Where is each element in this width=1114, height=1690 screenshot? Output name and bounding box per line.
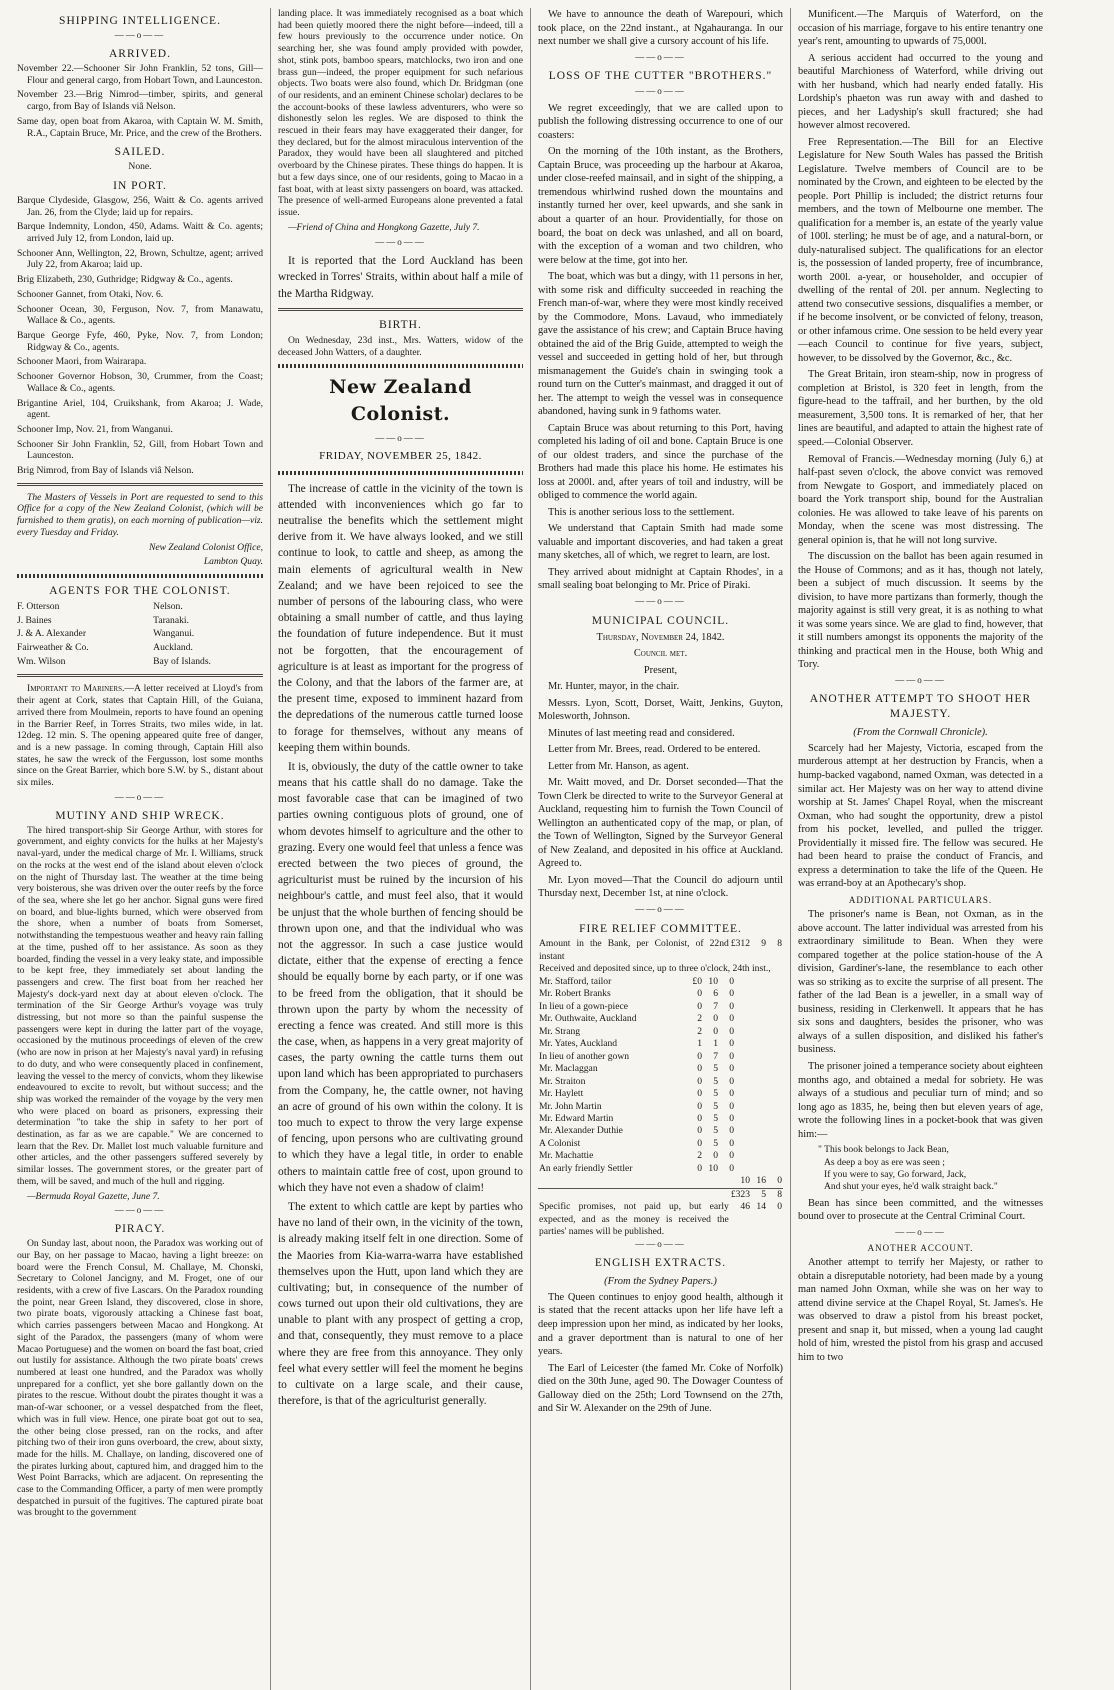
amount-d: 0 (729, 975, 734, 987)
fire-contribution-row (538, 1163, 783, 1175)
amount-l: £312 (730, 938, 750, 950)
spacer (735, 1088, 783, 1100)
auckland-wreck: It is reported that the Lord Auckland has been wrecked in Torres' Straits, within about half a mile of the Martha Ridgway. (278, 255, 523, 300)
amount-d: 0 (729, 1137, 734, 1149)
amount-s: 16 (756, 1175, 766, 1187)
sailed-title: SAILED. (114, 146, 166, 159)
amount-d: 0 (729, 1150, 734, 1162)
great-britain-item: The Great Britain, iron steam-ship, now in progress of completion at Bristol, is 320 feet in length, from the figure-head to the taffrail, and her burthen, by the old measurement, 3,500 tons. It is remarked of her, that her lines are beautiful, and adapted to attain the highest rate of speed.—Colonial Observer. (798, 369, 1043, 448)
fire-contribution-row (538, 1101, 783, 1113)
spacer (735, 1113, 783, 1125)
agents-title: AGENTS FOR THE COLONIST. (49, 584, 231, 597)
amount-s: 9 (761, 938, 766, 950)
amount-l: 0 (697, 1088, 702, 1100)
munificent-item: Munificent.—The Marquis of Waterford, on the occasion of his marriage, forgave to his entire tenantry one year's rent, amounting to upwards of 75,000l. (798, 9, 1043, 48)
in-port-item: Brigantine Ariel, 104, Cruikshank, from Akaroa; J. Wade, agent. (17, 397, 263, 421)
amount-s: 10 (708, 975, 718, 987)
fire-contribution-row (538, 1138, 783, 1150)
amount-l: 0 (697, 988, 702, 1000)
editorial-paragraph: The extent to which cattle are kept by parties who have no land of their own, in the vicinity of the town, is already making itself felt in one direction. Some of the Maories from Kia-warra-warra have established themselves upon the Hutt, upon land which they are cultivating; but, in consequence of the number of cows turned out upon their old cultivations, they are unable to plant with any prospect of getting a crop, and that, consequently, they must remove to a place where they are free from this annoyance. They only feel what every settler will feel the moment he begins to cultivate on a large scale, and their cause, therefore, is that of the agriculturist generally. (278, 1200, 523, 1408)
dateline: FRIDAY, NOVEMBER 25, 1842. (319, 450, 482, 463)
editorial-paragraph: It is, obviously, the duty of the cattle owner to take means that his cattle shall do no damage. Take the most favorable case that can be imagined of two parties owning contiguous plots of ground, one of whom devotes himself to agriculture and the other to grazing. Every one would feel that unless a fence was erected between the two pieces of ground, the agriculturist must be ruined by the incursion of his neighbour's cattle, and must feel also, that it would be unjust that the whole burthen of fencing should be thrown upon one, and that the individual who was not the aggressor. In such a case justice would dictate, either that the expense of erecting a fence should be equally borne by each party, or if one was to be freed from the obligation, that it should be thrown upon the party by whom the necessity of erecting a fence was created. And still more is this the case, when, as happens in a very great majority of cases, the party owning the cattle turns them out upon land which has been appropriated to purchasers from the Company, he, the cattle owner, not having an acre of ground of his own within the colony. It is too much to expect to throw the very large expense of fencing, upon persons who are cultivating ground to which they have a legal title, in order to enable others to maintain cattle free of cost, upon ground to which they have not even a shadow of claim! (278, 760, 523, 1194)
contributor-name: Mr. Straiton (539, 1075, 586, 1087)
mariners-head: Important to Mariners. (27, 683, 125, 695)
rule (17, 483, 263, 486)
arrived-item: November 23.—Brig Nimrod—timber, spirits, and general cargo, from Bay of Islands viâ Nelson. (17, 89, 263, 113)
fire-contribution-row (538, 988, 783, 1000)
mutiny-body: The hired transport-ship Sir George Arthur, with stores for government, and eighty convicts for the hulks at her Majesty's naval-yard, under the medical charge of Mr. I. Williams, struck on the rocks at the west end of the island about eleven o'clock on the night of Thursday last. The weather at the time being very boisterous, she was driven over the outer reefs by the force of the sea, where she let go her anchor. Signal guns were fired on board, and blue-lights burned, which were observed from the shore, when a number of boats from Somerset, notwithstanding the tempestuous weather and heavy rain falling at the time, pushed off to her assistance. As soon as they boarded, finding the vessel in a very leaky state, and impossible to be kept free, they immediately set about landing the passengers and crew. The first boat from her reached her Majesty's dock-yard next day at about eleven o'clock. The termination of the Sir George Arthur's voyage was truly distressing, but not more so than the painful suspense the passengers were kept in during the latter part of the voyage, occasioned by the mutinous proceedings of eleven of the crew (who are now in prison at her Majesty's naval yard) in refusing to do duty, and who were consequently placed in confinement, leaving the vessel to the mercy of convicts, whom they likewise endeavoured to excite to revolt, but without success; and the ship was worked the remainder of the voyage by the very men who were placed on board as prisoners, expressing their determination "to take the ship in safety to her port of destination, as far as we are capable." We are concerned to learn that the Rev. Dr. Mallet lost much valuable furniture and other articles, and the other passengers suffered severely by similar losses. The government stores, or the greater part of them, will be saved, and much of the hull and rigging. (17, 824, 263, 1187)
agent-name: F. Otterson (17, 600, 60, 612)
amount-s: 5 (713, 1125, 718, 1137)
contributor-name: An early friendly Settler (539, 1162, 633, 1174)
amount-d: 0 (729, 1125, 734, 1137)
amount-s: 0 (713, 1013, 718, 1025)
amount-l: 0 (697, 1113, 702, 1124)
amount-s: 5 (713, 1100, 718, 1112)
contributor-name: In lieu of another gown (539, 1050, 630, 1062)
mariners-notice (17, 683, 263, 788)
divider: ——o—— (114, 1205, 166, 1216)
english-paragraph: The Queen continues to enjoy good health, although it is stated that the recent attacks upon her life have left a deep impression upon her mind, as indicated by her looks, and a graver deportment than is natural to one of her years. (538, 1291, 783, 1358)
amount-s: 14 (756, 1201, 766, 1213)
cutter-paragraph: We understand that Captain Smith had made some valuable and important discoveries, and had taken a great many sketches, all of which, we regret to learn, are lost. (538, 523, 783, 562)
amount-s: 5 (713, 1063, 718, 1075)
fire-contribution-row (538, 976, 783, 988)
in-port-item: Schooner Ann, Wellington, 22, Brown, Schultze, agent; arrived July 22, from Akaroa; laid up. (17, 247, 263, 271)
divider: ——o—— (114, 791, 166, 802)
municipal-subtitle: Council met. (633, 648, 688, 660)
in-port-item: Barque Indemnity, London, 450, Adams. Waitt & Co. agents; arrived July 12, from London, laid up. (17, 221, 263, 245)
column-4 (790, 8, 1050, 1690)
municipal-item: Mr. Lyon moved—That the Council do adjourn until Thursday next, December 1st, at nine o'clock. (538, 874, 783, 900)
divider: ——o—— (635, 595, 686, 606)
municipal-title: MUNICIPAL COUNCIL. (591, 614, 730, 627)
amount-l: 0 (697, 1000, 702, 1012)
amount-l: 0 (697, 1050, 702, 1062)
agent-place: Wanganui. (153, 628, 195, 640)
ballot-item: The discussion on the ballot has been again resumed in the House of Commons; and as it has, though not lately, been a subject of much discussion. It seems by the division, to have more partizans than formerly, though the majority against is still very great, it is as nothing to what it was some years since. We are glad to find, however, that it still numbers amongst its opponents the majority of the thinking and practical men in the House, both Whig and Tory. (798, 551, 1043, 671)
amount-s: 5 (713, 1137, 718, 1149)
fire-rows-table (538, 976, 783, 1176)
amount-l: 0 (697, 1075, 702, 1087)
amount-d: 0 (729, 1013, 734, 1025)
shoot-body: Scarcely had her Majesty, Victoria, escaped from the murderous attempt at her destruction by Francis, when a hump-backed vagabond, named Oxman, was detected in a similar act. Her Majesty was on her way to attend divine worship at St. James' Chapel Royal, when the miscreant Oxman, who had sought the opportunity, drew a pistol from his pocket, levelled, and pulled the trigger. Providentially it missed fire. The fellow was secured. He had been heard to praise the conduct of Francis, and express a determination to take the life of the Queen. He was errand-boy at an Apothecary's shop. (798, 742, 1043, 890)
amount-s: 5 (713, 1075, 718, 1087)
additional-paragraph: The prisoner's name is Bean, not Oxman, as in the above account. The latter individual was arrested from his extraordinary similitude to Bean. When they were compared together at the police station-house of the A division, Gardiner's-lane, the resemblance to each other was so striking as to excite the surprise of all present. The father of the lad Bean is a jeweller, in a small way of business, residing in Clerkenwell. It appears that he has six sons and daughters, besides the prisoner, who was always of a sullen disposition, and disliked his father's business. (798, 909, 1043, 1056)
amount-l: 46 (740, 1201, 750, 1213)
fire-subtotal-row (538, 1175, 783, 1188)
amount-l: 0 (697, 1100, 702, 1112)
amount-s: 5 (713, 1088, 718, 1100)
spacer (735, 976, 783, 988)
spacer (735, 1163, 783, 1175)
amount-l: £323 (730, 1188, 750, 1200)
masters-signature: New Zealand Colonist Office, (148, 541, 263, 553)
fire-total-row (538, 1188, 783, 1201)
amount-s: 5 (761, 1188, 766, 1200)
amount-d: 0 (729, 1025, 734, 1037)
fire-promises-row (538, 1201, 783, 1238)
ornament-rule (278, 471, 523, 475)
municipal-item: Minutes of last meeting read and considered. (548, 727, 735, 739)
contributor-name: Mr. Outhwaite, Auckland (539, 1013, 637, 1025)
in-port-item: Brig Elizabeth, 230, Guthridge; Ridgway & Co., agents. (17, 274, 233, 286)
spacer (735, 1013, 783, 1025)
cutter-paragraph: Captain Bruce was about returning to this Port, having completed his lading of oil and bone. Captain Bruce is one of our oldest traders, and since the purchase of the Brothers had made this place his home. He estimates his loss at 2000l. and, after years of toil and industry, will be obliged to commence the world again. (538, 422, 783, 502)
poem-line: And shut your eyes, he'd walk straight back." (824, 1181, 998, 1193)
ornament-rule (17, 574, 263, 578)
amount-l: 0 (697, 1162, 702, 1174)
mariners-body: —A letter received at Lloyd's from their agent at Cork, states that Captain Hill, of the Guiana, arrived there from Moulmein, reports to have found an opening in the Barrier Reef, in Torres Straits, two miles wide, in lat. 12deg. 12 min. S. The opening appeared quite free of danger, and is a new passage. In coming through, Captain Hill also states, he saw the wreck of the Fergusson, lost some months since on the Great Barrier, which bore S.W. by S., distant about six miles. (17, 683, 263, 789)
agent-place: Auckland. (153, 642, 193, 654)
amount-d: 0 (777, 1201, 782, 1213)
fire-contribution-row (538, 1113, 783, 1125)
piracy-title: PIRACY. (114, 1223, 166, 1236)
poem-line: As deep a boy as ere was seen ; (824, 1156, 945, 1168)
agent-row (17, 641, 263, 655)
poem (798, 1144, 1043, 1194)
fire-title: FIRE RELIEF COMMITTEE. (579, 922, 742, 935)
spacer (735, 1125, 783, 1137)
masthead: New Zealand Colonist. (329, 376, 472, 426)
shoot-title: ANOTHER ATTEMPT TO SHOOT HER MAJESTY. (809, 693, 1032, 721)
amount-l: 2 (697, 1025, 702, 1037)
contributor-name: Mr. Machattie (539, 1150, 594, 1162)
in-port-item: Schooner Governor Hobson, 30, Crummer, from the Coast; Wallace & Co., agents. (17, 371, 263, 394)
birth-title: BIRTH. (379, 318, 422, 331)
spacer (735, 1138, 783, 1150)
divider: ——o—— (635, 51, 686, 62)
amount-d: 0 (729, 1063, 734, 1075)
another-body: Another attempt to terrify her Majesty, or rather to obtain a disreputable notoriety, had been made by a young man named John Oxman, while she was on her way to attend divine service at the Chapel Royal, St. James's. He was observed to draw a pistol from his breast pocket, present and snap it, but missed, when a young lad caught hold of him, wrested the pistol from his grasp and accused him to two (798, 1257, 1043, 1363)
fire-contribution-row (538, 1001, 783, 1013)
amount-l: 0 (697, 1137, 702, 1149)
contributor-name: A Colonist (539, 1137, 581, 1149)
cutter-paragraph: They arrived about midnight at Captain Rhodes', in a small sealing boat belonging to Mr. Price of Piraki. (538, 566, 783, 592)
divider: ——o—— (635, 1238, 686, 1249)
agent-row (17, 655, 263, 669)
amount-d: 0 (729, 1162, 734, 1174)
amount-d: 0 (729, 1038, 734, 1050)
amount-s: 1 (713, 1038, 718, 1050)
amount-s: 7 (713, 1050, 718, 1062)
piracy-continued: landing place. It was immediately recognised as a boat which had been quietly moored there the night before—indeed, till a few hours previously to the occurrence under notice. On searching her, she was found amply provided with powder, shot, stink pots, bamboo spears, matchlocks, two iron and one brass gun—indeed, the proper equipment for such nefarious objects. Two boats were also found, which Dr. Bridgman (one of our residents, and an eminent Chinese scholar) declares to be the account-books of these lawless adventurers, who were so dishonestly selon les regles. We are disposed to think the rescued in their fears may have exaggerated their danger, for they declared, but for the almost miraculous intervention of the Paradox, they would have been all slaughtered and pitched overboard by the Chinese pirates. These things do happen. It is but a few days since, one of our residents, going to Macao in a fast boat, with at least sixty passengers on board, was attacked. The presence of well-armed Europeans alone prevented a fatal issue. (278, 8, 523, 218)
in-port-item: Schooner Ocean, 30, Ferguson, Nov. 7, from Manawatu, Wallace & Co., agents. (17, 303, 263, 327)
masters-signature: Lambton Quay. (203, 556, 263, 568)
additional-title: ADDITIONAL PARTICULARS. (848, 894, 993, 905)
fire-contribution-row (538, 1088, 783, 1100)
column-1 (10, 8, 270, 1690)
contributor-name: Mr. Strang (539, 1025, 581, 1037)
additional-paragraph: The prisoner joined a temperance society about eighteen months ago, and obtained a medal for sobriety. He was always of a studious and peculiar turn of mind; and so long ago as 1835, he, being then but eleven years of age, wrote the following lines in a pocket-book that was given him:— (798, 1060, 1043, 1140)
spacer (735, 1063, 783, 1075)
contributor-name: Mr. Yates, Auckland (539, 1038, 618, 1050)
spacer (735, 1051, 783, 1063)
warepouri-notice: We have to announce the death of Warepouri, which took place, on the 22nd instant., at Ngahauranga. In our next number we shall give a cursory account of his life. (538, 9, 783, 48)
spacer (735, 1150, 783, 1162)
agent-place: Taranaki. (153, 614, 189, 626)
accident-item: A serious accident had occurred to the young and beautiful Marchioness of Waterford, while driving out with her husband, which had nearly ended fatally. His Lordship's phaeton was run away with and dashed to pieces, and her Ladyship's skull fractured; she had however almost recovered. (798, 52, 1043, 132)
mutiny-title: MUTINY AND SHIP WRECK. (55, 809, 225, 822)
municipal-item: Mr. Waitt moved, and Dr. Dorset seconded—That the Town Clerk be directed to write to the Surveyor General at Auckland, requesting him to furnish the Town Council of Wellington an authenticated copy of the map, or plan, of the Town of Wellington, Signed by the Surveyor General of New Zealand, and deposited in his office at Auckland. Agreed to. (538, 777, 783, 870)
agent-name: Wm. Wilson (17, 655, 66, 667)
committed-item: Bean has since been committed, and the witnesses bound over to prosecute at the Central Criminal Court. (798, 1197, 1043, 1223)
in-port-item: Schooner Maori, from Wairarapa. (17, 356, 147, 368)
column-2 (270, 8, 530, 1690)
amount-d: 0 (729, 1050, 734, 1062)
fire-contribution-row (538, 1150, 783, 1162)
divider: ——o—— (895, 674, 946, 685)
amount-d: 0 (729, 1075, 734, 1087)
agent-name: J. Baines (17, 614, 52, 626)
amount-d: 0 (729, 988, 734, 1000)
birth-body: On Wednesday, 23d inst., Mrs. Watters, widow of the deceased John Watters, of a daughter. (278, 335, 523, 358)
in-port-item: Barque George Fyfe, 460, Pyke, Nov. 7, from London; Ridgway & Co., agents. (17, 329, 263, 353)
amount-l: 0 (697, 1125, 702, 1137)
municipal-item: Letter from Mr. Hanson, as agent. (548, 760, 689, 772)
arrived-title: ARRIVED. (109, 47, 171, 60)
another-title: ANOTHER ACCOUNT. (867, 1242, 974, 1253)
fire-contribution-row (538, 1051, 783, 1063)
agent-row (17, 600, 263, 614)
amount-d: 8 (777, 1188, 782, 1200)
spacer (735, 1076, 783, 1088)
contributor-name: Mr. Stafford, tailor (539, 975, 612, 987)
fire-opening-row (538, 938, 783, 963)
cutter-paragraph: The boat, which was but a dingy, with 11 persons in her, with some risk and difficulty succeeded in reaching the French man-of-war, where they were most kindly received by the Commodore, Mons. Lavaud, who immediately gave the assistance of his crew; and Captain Bruce having obtained the aid of the Brig Guide, attempted to weigh the vessel and succeeded in getting hold of her, but through mismanagement the Guide's chain in swinging took a round turn on the Cutter's mainmast, and dragged it out of her. The attempt to weigh the vessel was in consequence abandoned, having sunk in 9 fathoms water. (538, 271, 783, 418)
amount-l: 0 (697, 1063, 702, 1075)
agents-table (17, 600, 263, 669)
rule (278, 308, 523, 311)
cutter-paragraph: We regret exceedingly, that we are called upon to publish the following distressing occurrence to one of our coasters: (538, 102, 783, 141)
spacer (735, 988, 783, 1000)
contributor-name: In lieu of a gown-piece (539, 1000, 628, 1012)
amount-d: 0 (729, 1113, 734, 1124)
piracy-source: —Friend of China and Hongkong Gazette, July 7. (288, 221, 480, 233)
piracy-body: On Sunday last, about noon, the Paradox was working out of our Bay, on her passage to Macao, having a light breeze: on board were the French Consul, M. Challaye, M. Chonski, Secretary to Colonel Jancigny, and M. Froget, one of our residents, with a crew of five Lascars. On the Paradox rounding the point, near Green Island, they discovered, close in shore, two pirate boats, vigorously attacking a Chinese fast boat, which carries passengers between Macao and Hongkong. At sight of the Paradox, the passengers (many of whom were Macao Portuguese) and the women on board the fast boat, cried out lustily for assistance. Although the two pirate boats' crews numbered at least one hundred, and the Paradox was wholly unprepared for a conflict, yet she bore gallantly down on the pirates to the rescue. Without doubt the pirates thought it was a man-of-war schooner, or a vessel despatched from the fleet, which was in full view. Hence, one pirate boat got out to sea, the other being close pressed, ran on the rocks, and after pitching two of their iron guns overboard, the crew, about sixty, made for the hills. M. Challaye, on landing, discovered one of the pirates lurking about, captured him, and dragged him to the West Point Barracks, which are adjacent. On representing the case to the Commanding Officer, a party of men were promptly despatched in pursuit of the fugitives. The captured pirate boat was brought to the government (17, 1238, 263, 1519)
spacer (735, 1038, 783, 1050)
municipal-item: Messrs. Lyon, Scott, Dorset, Waitt, Jenkins, Guyton, Molesworth, Johnson. (538, 697, 783, 723)
amount-s: 0 (713, 1150, 718, 1162)
divider: ——o—— (114, 30, 166, 41)
in-port-item: Schooner Imp, Nov. 21, from Wanganui. (17, 423, 173, 435)
contributor-name: Mr. Maclaggan (539, 1063, 598, 1075)
ornament-rule (278, 364, 523, 368)
amount-d: 8 (777, 938, 782, 950)
francis-item: Removal of Francis.—Wednesday morning (July 6,) at half-past seven o'clock, the above convict was removed from Newgate to Gosport, and immediately placed on board the York transport ship, bound for the Australian colonies. He was allowed to take leave of his parents on Monday, when the scene was most distressing. The general opinion is, that he will not long survive. (798, 453, 1043, 546)
shipping-title: SHIPPING INTELLIGENCE. (59, 15, 221, 27)
contributor-name: Mr. Robert Branks (539, 988, 611, 1000)
in-port-item: Schooner Gannet, from Otaki, Nov. 6. (17, 288, 164, 300)
in-port-item: Barque Clydeside, Glasgow, 256, Waitt & Co. agents arrived Jan. 26, from the Clyde; laid up for repairs. (17, 194, 263, 218)
fire-received-label: Received and deposited since, up to three o'clock, 24th inst., (539, 963, 771, 975)
in-port-item: Schooner Sir John Franklin, 52, Gill, from Hobart Town and Launceston. (17, 438, 263, 462)
municipal-present: Present, (643, 664, 678, 676)
fire-contribution-row (538, 1076, 783, 1088)
agent-name: J. & A. Alexander (17, 628, 87, 640)
municipal-item: Mr. Hunter, mayor, in the chair. (548, 681, 680, 693)
agent-row (17, 614, 263, 628)
amount-l: £0 (692, 975, 702, 987)
contributor-name: Mr. Haylett (539, 1088, 584, 1100)
cutter-paragraph: This is another serious loss to the settlement. (548, 506, 735, 518)
amount-l: 10 (740, 1175, 750, 1187)
masters-notice: The Masters of Vessels in Port are requested to send to this Office for a copy of the New Zealand Colonist, (which will be furnished to them gratis), on each morning of publication—viz. every Tuesday and Friday. (17, 491, 263, 538)
cutter-paragraph: On the morning of the 10th instant, as the Brothers, Captain Bruce, was proceeding up the harbour at Akaroa, under close-reefed mainsail, and in sight of the shipping, a tremendous whirlwind rushed down the mountains and instantly turned her over, keel upwards, and she sank in about a quarter of an hour. Providentially, for those on board, the boat on deck was unlashed, and all on board, with the exception of a woman and two children, who were below at the time, got into her. (538, 146, 783, 266)
amount-d: 0 (777, 1175, 782, 1187)
amount-s: 10 (708, 1162, 718, 1174)
agent-row (17, 627, 263, 641)
fire-opening-label: Amount in the Bank, per Colonist, of 22nd instant (539, 938, 729, 962)
contributor-name: Mr. Alexander Duthie (539, 1125, 623, 1137)
rule (17, 674, 263, 677)
agent-name: Fairweather & Co. (17, 642, 89, 654)
english-source: (From the Sydney Papers.) (604, 1276, 717, 1288)
amount-l: 2 (697, 1150, 702, 1162)
in-port-title: IN PORT. (113, 179, 167, 192)
municipal-item: Letter from Mr. Brees, read. Ordered to be entered. (548, 744, 761, 756)
amount-d: 0 (729, 1088, 734, 1100)
agent-place: Nelson. (153, 600, 183, 612)
arrived-item: November 22.—Schooner Sir John Franklin, 52 tons, Gill—Flour and general cargo, from Hobart Town, and Launceston. (17, 63, 263, 86)
cutter-title: LOSS OF THE CUTTER "BROTHERS." (548, 70, 773, 83)
divider: ——o—— (895, 1226, 946, 1237)
amount-d: 0 (729, 1000, 734, 1012)
fire-contribution-row (538, 1038, 783, 1050)
amount-l: 2 (697, 1013, 702, 1025)
amount-s: 7 (713, 1000, 718, 1012)
poem-line: If you were to say, Go forward, Jack, (824, 1169, 967, 1181)
agent-place: Bay of Islands. (153, 655, 211, 667)
fire-contribution-row (538, 1026, 783, 1038)
english-paragraph: The Earl of Leicester (the famed Mr. Coke of Norfolk) died on the 30th June, aged 90. The Dowager Countess of Galloway died on the 25th; Lord Townsend on the 27th, and Sir W. Alexander on the 29th of June. (538, 1362, 783, 1415)
spacer (735, 1101, 783, 1113)
sailed-body: None. (128, 161, 152, 173)
divider: ——o—— (375, 237, 426, 248)
fire-promises-label: Specific promises, not paid up, but early expected, and as the money is received the parties' names will be published. (539, 1201, 729, 1238)
in-port-item: Brig Nimrod, from Bay of Islands viâ Nelson. (17, 465, 194, 477)
municipal-date: Thursday, November 24, 1842. (596, 631, 725, 643)
editorial-paragraph: The increase of cattle in the vicinity of the town is attended with inconveniences which go far to neutralise the benefits which the settlement might derive from it. We have always looked, and we still continue to look, to cattle and sheep, as among the main elements of agricultural wealth in New Zealand; and we have been rejoiced to see the number of persons of the labouring class, who were obtaining a small number of cattle, and thus laying the foundation of future independence. But it must not be forgotten, that the encouragement of agriculture is at least as important for the progress of the Colony, and that the labors of the farmer are, at the present time, exposed to imminent hazard from the depredations of the numerous cattle turned loose to forage for themselves, without any means of keeping them within bounds. (278, 482, 523, 754)
shoot-source: (From the Cornwall Chronicle). (853, 727, 988, 739)
mutiny-source: —Bermuda Royal Gazette, June 7. (27, 1190, 160, 1202)
amount-d: 0 (729, 1100, 734, 1112)
arrived-item: Same day, open boat from Akaroa, with Captain W. M. Smith, R.A., Captain Bruce, Mr. Price, and the crew of the Brothers. (17, 115, 263, 139)
amount-l: 1 (697, 1038, 702, 1050)
fire-totals-table (538, 1175, 783, 1238)
divider: ——o—— (375, 433, 426, 444)
amount-s: 0 (713, 1025, 718, 1037)
free-representation-item: Free Representation.—The Bill for an Elective Legislature for New South Wales has passed the British Legislature. Twelve members of Council are to be nominated by the Crown, and eighteen to be elected by the people. Port Phillip is included; the district returns four members, and the town of Melbourne one member. The qualification for a member is, an estate of the yearly value of 100l. sterling; he must be of age, and a natural-born, or duly-naturalised subject. The qualifications for an elector is, the possession of landed property, free of incumbrance, worth 200l. a-year, or householder, and occupier of dwelling of the rental of 20l. per annum. Neglecting to attend two consecutive sessions, disqualifies a member, or if he become insolvent, or be convicted of felony, treason, or other infamous crime. One session to be held every year—each Council to continue for five years, subject, however, to be dissolved by the Governor, &c., &c. (798, 136, 1043, 364)
amount-s: 5 (713, 1113, 718, 1124)
fire-contribution-row (538, 1063, 783, 1075)
fire-received-row (538, 963, 783, 975)
amount-s: 6 (713, 988, 718, 1000)
english-title: ENGLISH EXTRACTS. (594, 1257, 727, 1270)
column-3 (530, 8, 790, 1690)
fire-contribution-row (538, 1013, 783, 1025)
contributor-name: Mr. Edward Martin (539, 1113, 614, 1124)
spacer (735, 1001, 783, 1013)
poem-line: " This book belongs to Jack Bean, (818, 1144, 949, 1156)
spacer (735, 1026, 783, 1038)
divider: ——o—— (635, 903, 686, 914)
contributor-name: Mr. John Martin (539, 1100, 602, 1112)
fire-account-table (538, 938, 783, 975)
divider: ——o—— (635, 86, 686, 97)
fire-contribution-row (538, 1125, 783, 1137)
